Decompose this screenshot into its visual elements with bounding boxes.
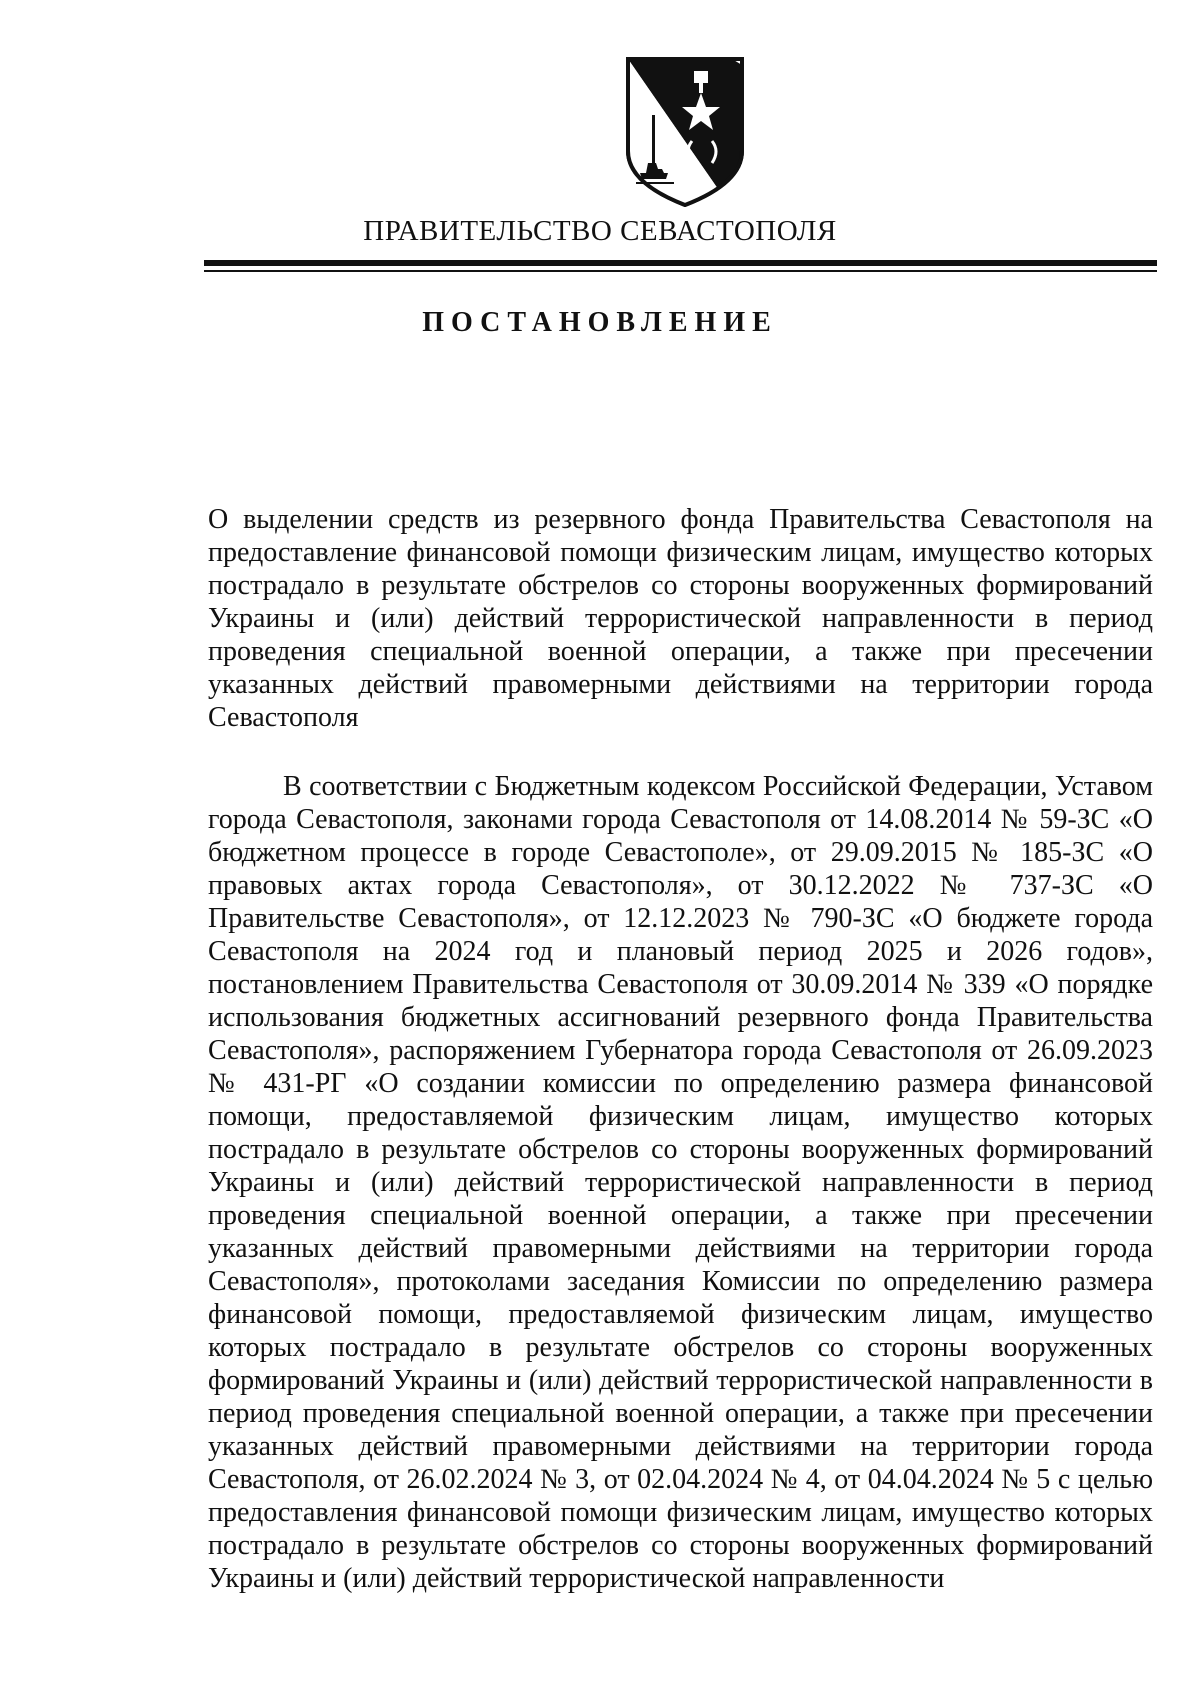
header-divider-thick (204, 260, 1157, 266)
organization-name: ПРАВИТЕЛЬСТВО СЕВАСТОПОЛЯ (363, 215, 837, 247)
coat-of-arms-icon (622, 55, 748, 207)
document-type-title: ПОСТАНОВЛЕНИЕ (422, 307, 778, 338)
body-paragraph: В соответствии с Бюджетным кодексом Российской Федерации, Уставом города Севастополя, законами города Севастополя от 14.08.2014 № 59-ЗС «О бюджетном процессе в городе Севастополе», от 29.09.2015 № 185-ЗС «О правовых актах города Севастополя», от 30.12.2022 № 737-ЗС «О Правительстве Севастополя», от 12.12.2023 № 790-ЗС «О бюджете города Севастополя на 2024 год и плановый период 2025 и 2026 годов», постановлением Правительства Севастополя от 30.09.2014 № 339 «О порядке использования бюджетных ассигнований резервного фонда Правительства Севастополя», распоряжением Губернатора города Севастополя от 26.09.2023 № 431-РГ «О создании комиссии по определению размера финансовой помощи, предоставляемой физическим лицам, имущество которых пострадало в результате обстрелов со стороны вооруженных формирований Украины и (или) действий террористической направленности в период проведения специальной военной операции, а также при пресечении указанных действий правомерными действиями на территории города Севастополя», протоколами заседания Комиссии по определению размера финансовой помощи, предоставляемой физическим лицам, имущество которых пострадало в результате обстрелов со стороны вооруженных формирований Украины и (или) действий террористической направленности в период проведения специальной военной операции, а также при пресечении указанных действий правомерными действиями на территории города Севастополя, от 26.02.2024 № 3, от 02.04.2024 № 4, от 04.04.2024 № 5 с целью предоставления финансовой помощи физическим лицам, имущество которых пострадало в результате обстрелов со стороны вооруженных формирований Украины и (или) действий террористической направленности (208, 771, 1153, 1594)
document-subject: О выделении средств из резервного фонда Правительства Севастополя на предоставление финансовой помощи физическим лицам, имущество которых пострадало в результате обстрелов со стороны вооруженных формирований Украины и (или) действий террористической направленности в период проведения специальной военной операции, а также при пресечении указанных действий правомерными действиями на территории города Севастополя (208, 504, 1153, 733)
header-divider-thin (204, 270, 1157, 272)
